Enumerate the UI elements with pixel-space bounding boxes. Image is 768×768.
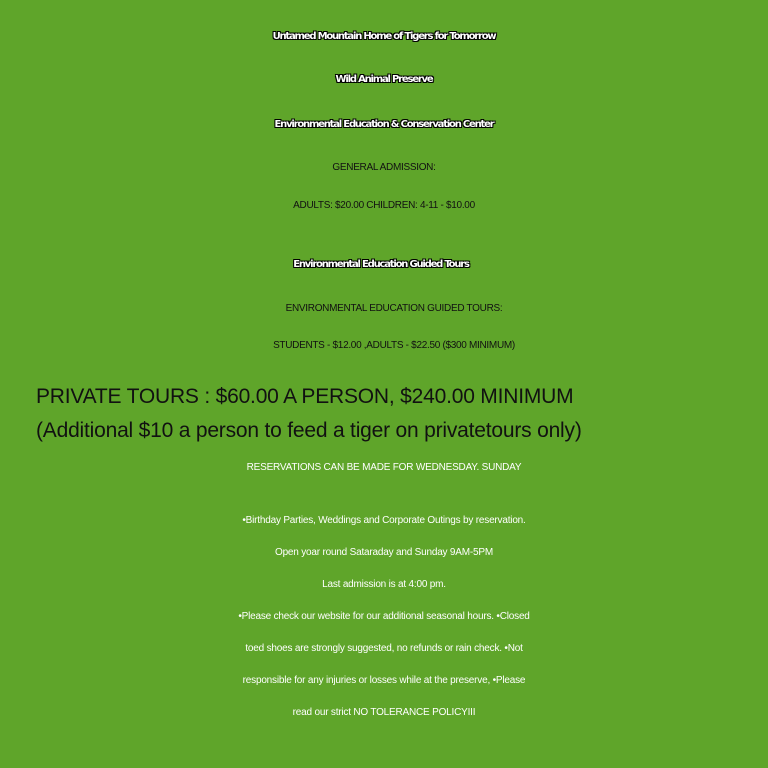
general-admission-prices: ADULTS: $20.00 CHILDREN: 4-11 - $10.00	[293, 200, 475, 211]
info-line: toed shoes are strongly suggested, no refunds or rain check. •Not	[245, 643, 523, 654]
guided-tours-heading: Environmental Education Guided Tours	[293, 259, 469, 270]
reservations-days: RESERVATIONS CAN BE MADE FOR WEDNESDAY. SUNDAY	[246, 462, 522, 473]
guided-tours-prices: STUDENTS - $12.00 ,ADULTS - $22.50 ($300 MINIMUM)	[273, 340, 515, 351]
general-admission-label: GENERAL ADMISSION:	[332, 162, 436, 173]
info-line: read our strict NO TOLERANCE POLICYIII	[292, 707, 476, 718]
info-line: Last admission is at 4:00 pm.	[322, 579, 446, 590]
title-line-2: Wild Animal Preserve	[335, 74, 433, 85]
private-tours-note: (Additional $10 a person to feed a tiger on privatetours only)	[36, 419, 582, 442]
info-line: •Please check our website for our additional seasonal hours. •Closed	[238, 611, 530, 622]
title-line-3: Environmental Education & Conservation Center	[274, 119, 494, 130]
info-line: Open yoar round Sataraday and Sunday 9AM-5PM	[274, 547, 493, 558]
title-line-1: Untamed Mountain Home of Tigers for Tomorrow	[272, 31, 496, 42]
info-line: •Birthday Parties, Weddings and Corporate Outings by reservation.	[242, 515, 526, 526]
guided-tours-label: ENVIRONMENTAL EDUCATION GUIDED TOURS:	[285, 303, 503, 314]
info-line: responsible for any injuries or losses while at the preserve, •Please	[242, 675, 526, 686]
private-tours-price: PRIVATE TOURS : $60.00 A PERSON, $240.00 MINIMUM	[36, 385, 574, 408]
